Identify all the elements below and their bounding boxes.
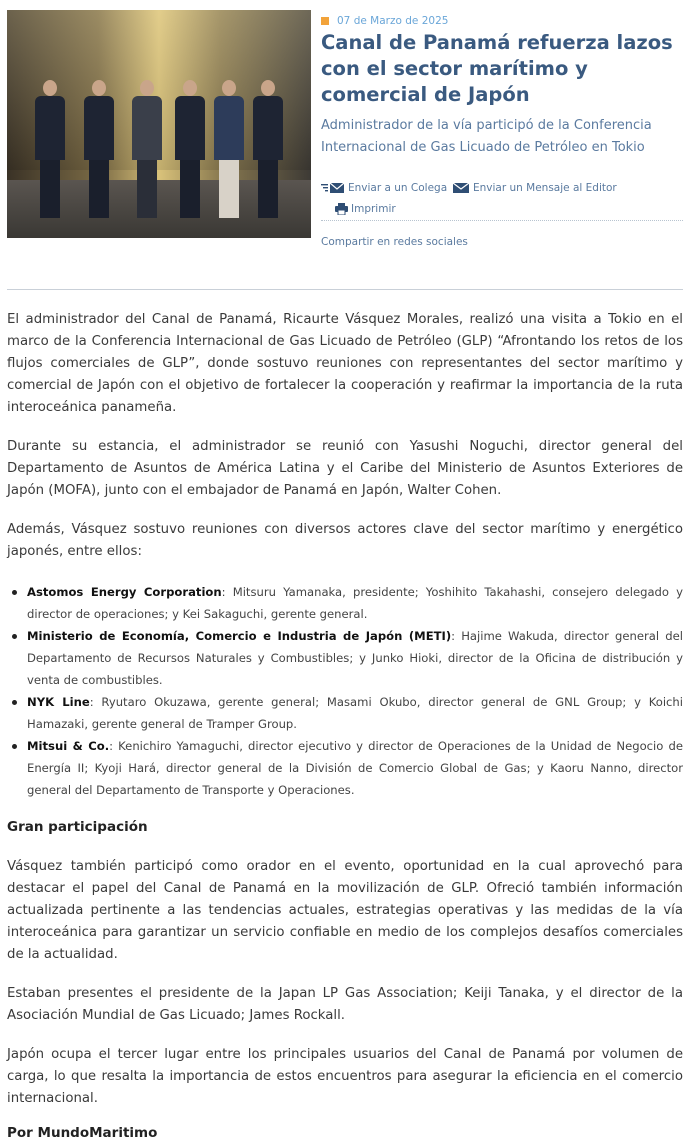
paragraph: Japón ocupa el tercer lugar entre los principales usuarios del Canal de Panamá por volumen de carga, lo que resalta la importancia de estos encuentros para asegurar la eficiencia en el comercio internacional. [7, 1047, 683, 1106]
paragraph: Vásquez también participó como orador en el evento, oportunidad en la cual aprovechó para destacar el papel del Canal de Panamá en la movilización de GLP. Ofreció también información actualizada pertinente a las tendencias actuales, estrategias operativas y las medidas de la vía interoceánica para garantizar un servicio confiable en medio de los complejos desafíos comerciales de la actualidad. [7, 859, 683, 962]
meetings-list [7, 581, 683, 801]
paragraph: Además, Vásquez sostuvo reuniones con diversos actores clave del sector marítimo y energético japonés, entre ellos: [7, 522, 683, 559]
list-item-org: Mitsui & Co. [27, 739, 110, 753]
list-item-text: : Ryutaro Okuzawa, gerente general; Masami Okubo, director general de GNL Group; y Koichi Hamazaki, gerente general de Tramper Group. [27, 695, 684, 731]
list-item [27, 735, 683, 801]
list-item [27, 691, 683, 735]
section-heading: Gran participación [7, 819, 148, 835]
article-subtitle: Administrador de la vía participó de la Conferencia Internacional de Gas Licuado de Petróleo en Tokio [321, 118, 652, 155]
date-bullet-icon [321, 17, 329, 25]
send-editor-label: Enviar un Mensaje al Editor [473, 182, 617, 194]
article-header [7, 10, 683, 260]
byline: Por MundoMaritimo [7, 1125, 158, 1141]
send-colleague-icon [321, 182, 345, 194]
list-item-org: NYK Line [27, 695, 90, 709]
list-item-org: Astomos Energy Corporation [27, 585, 222, 599]
article-body [7, 309, 683, 1144]
send-colleague-link[interactable] [321, 182, 447, 194]
list-item [27, 581, 683, 625]
printer-icon [335, 203, 348, 215]
person-figure [253, 80, 283, 220]
send-editor-link[interactable] [452, 182, 617, 194]
person-figure [214, 80, 244, 220]
person-figure [84, 80, 114, 220]
paragraph: Estaban presentes el presidente de la Japan LP Gas Association; Keiji Tanaka, y el director de la Asociación Mundial de Gas Licuado; James Rockall. [7, 986, 683, 1023]
paragraph: Durante su estancia, el administrador se reunió con Yasushi Noguchi, director general del Departamento de Asuntos de América Latina y el Caribe del Ministerio de Asuntos Exteriores de Japón (MOFA), junto con el embajador de Panamá en Japón, Walter Cohen. [7, 439, 683, 498]
print-link[interactable] [335, 203, 396, 215]
share-social-link[interactable]: Compartir en redes sociales [321, 236, 468, 248]
send-colleague-label: Enviar a un Colega [348, 182, 448, 194]
content-divider [7, 289, 683, 290]
article-photo [7, 10, 311, 238]
list-item-text: : Hajime Wakuda, director general del Departamento de Recursos Naturales y Combustibles; y Junko Hioki, director de la Oficina de distribución y venta de combustibles. [27, 629, 683, 687]
actions-divider [321, 220, 683, 221]
print-label: Imprimir [351, 203, 396, 215]
list-item-org: Ministerio de Economía, Comercio e Industria de Japón (METI) [27, 629, 452, 643]
list-item [27, 625, 683, 691]
article-title: Canal de Panamá refuerza lazos con el sector marítimo y comercial de Japón [321, 31, 673, 106]
paragraph: El administrador del Canal de Panamá, Ricaurte Vásquez Morales, realizó una visita a Tokio en el marco de la Conferencia Internacional de Gas Licuado de Petróleo (GLP) “Afrontando los retos de los flujos comerciales de GLP”, donde sostuvo reuniones con representantes del sector marítimo y comercial de Japón con el objetivo de fortalecer la cooperación y reafirmar la importancia de la ruta interoceánica panameña. [7, 312, 683, 415]
list-item-text: : Mitsuru Yamanaka, presidente; Yoshihito Takahashi, consejero delegado y director de operaciones; y Kei Sakaguchi, gerente general. [27, 585, 683, 621]
person-figure [35, 80, 65, 220]
date-row [321, 14, 448, 28]
person-figure [132, 80, 162, 220]
mail-icon [452, 182, 470, 194]
article-date: 07 de Marzo de 2025 [337, 15, 449, 27]
person-figure [175, 80, 205, 220]
list-item-text: : Kenichiro Yamaguchi, director ejecutivo y director de Operaciones de la Unidad de Negocio de Energía II; Kyoji Hará, director general de la División de Comercio Global de Gas; y Kaoru Nanno, director general del Departamento de Transporte y Operaciones. [27, 739, 683, 797]
